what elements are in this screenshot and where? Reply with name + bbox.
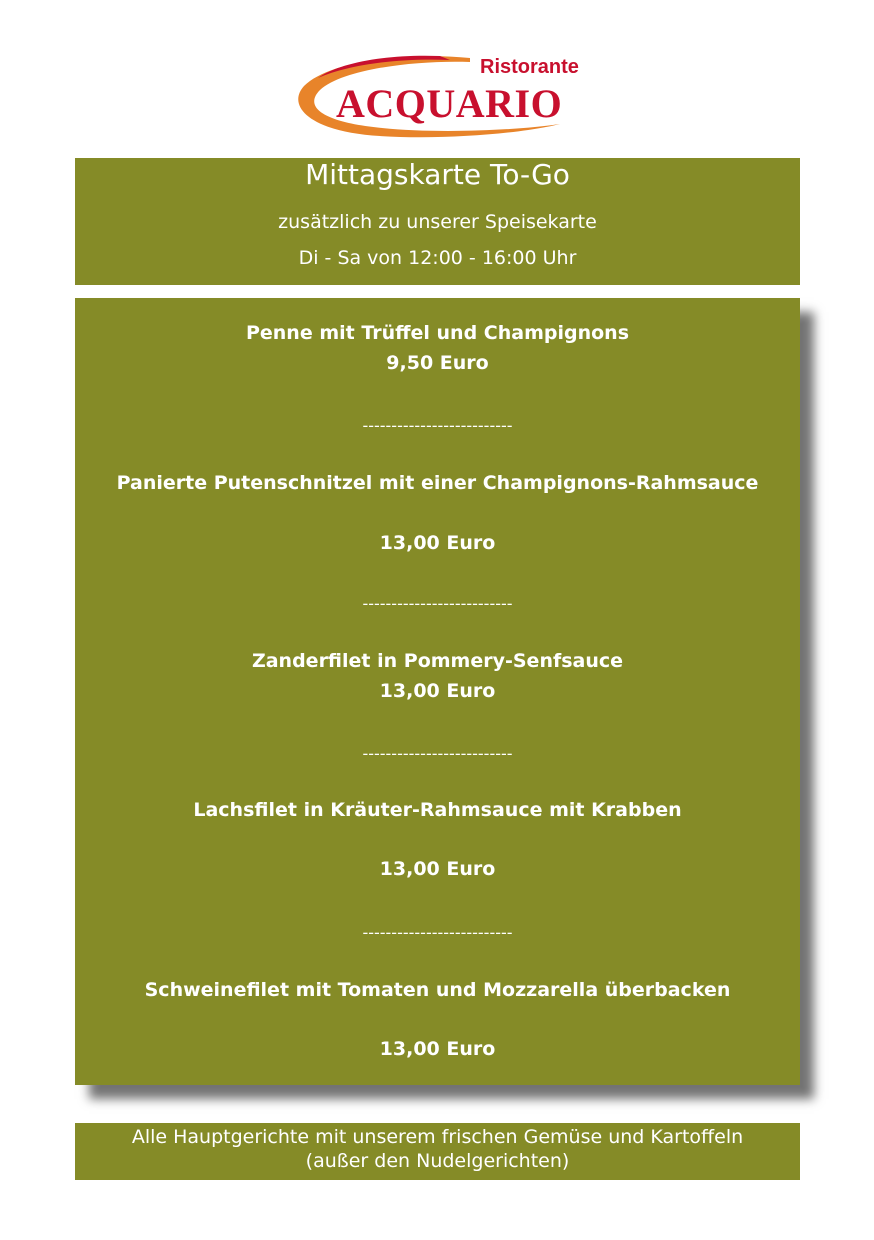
menu-separator: --------------------------	[362, 923, 513, 942]
menu-panel	[75, 298, 800, 1085]
dish-name: Zanderfilet in Pommery-Senfsauce	[251, 650, 624, 672]
header-subtitle: zusätzlich zu unserer Speisekarte	[278, 211, 597, 233]
restaurant-logo	[290, 50, 600, 142]
footer-panel	[75, 1123, 800, 1180]
dish-price: 13,00 Euro	[379, 680, 496, 702]
dish-price: 13,00 Euro	[379, 532, 496, 554]
dish-price: 9,50 Euro	[386, 352, 489, 374]
dish-name: Penne mit Trüffel und Champignons	[245, 322, 630, 344]
dish-name: Schweinefilet mit Tomaten und Mozzarella überbacken	[144, 979, 731, 1001]
opening-hours: Di - Sa von 12:00 - 16:00 Uhr	[298, 247, 577, 269]
menu-separator: --------------------------	[362, 416, 513, 435]
logo-ristorante-text: Ristorante	[480, 56, 579, 78]
page-title: Mittagskarte To-Go	[305, 158, 570, 191]
dish-name: Lachsfilet in Kräuter-Rahmsauce mit Krabben	[193, 799, 682, 821]
footer-note-line1: Alle Hauptgerichte mit unserem frischen Gemüse und Kartoffeln	[131, 1126, 744, 1148]
footer-note-line2: (außer den Nudelgerichten)	[305, 1150, 570, 1172]
dish-price: 13,00 Euro	[379, 858, 496, 880]
logo-acquario-text: ACQUARIO	[336, 81, 563, 126]
menu-separator: --------------------------	[362, 744, 513, 763]
dish-name: Panierte Putenschnitzel mit einer Champignons-Rahmsauce	[116, 472, 759, 494]
menu-separator: --------------------------	[362, 594, 513, 613]
header-panel	[75, 158, 800, 285]
dish-price: 13,00 Euro	[379, 1038, 496, 1060]
